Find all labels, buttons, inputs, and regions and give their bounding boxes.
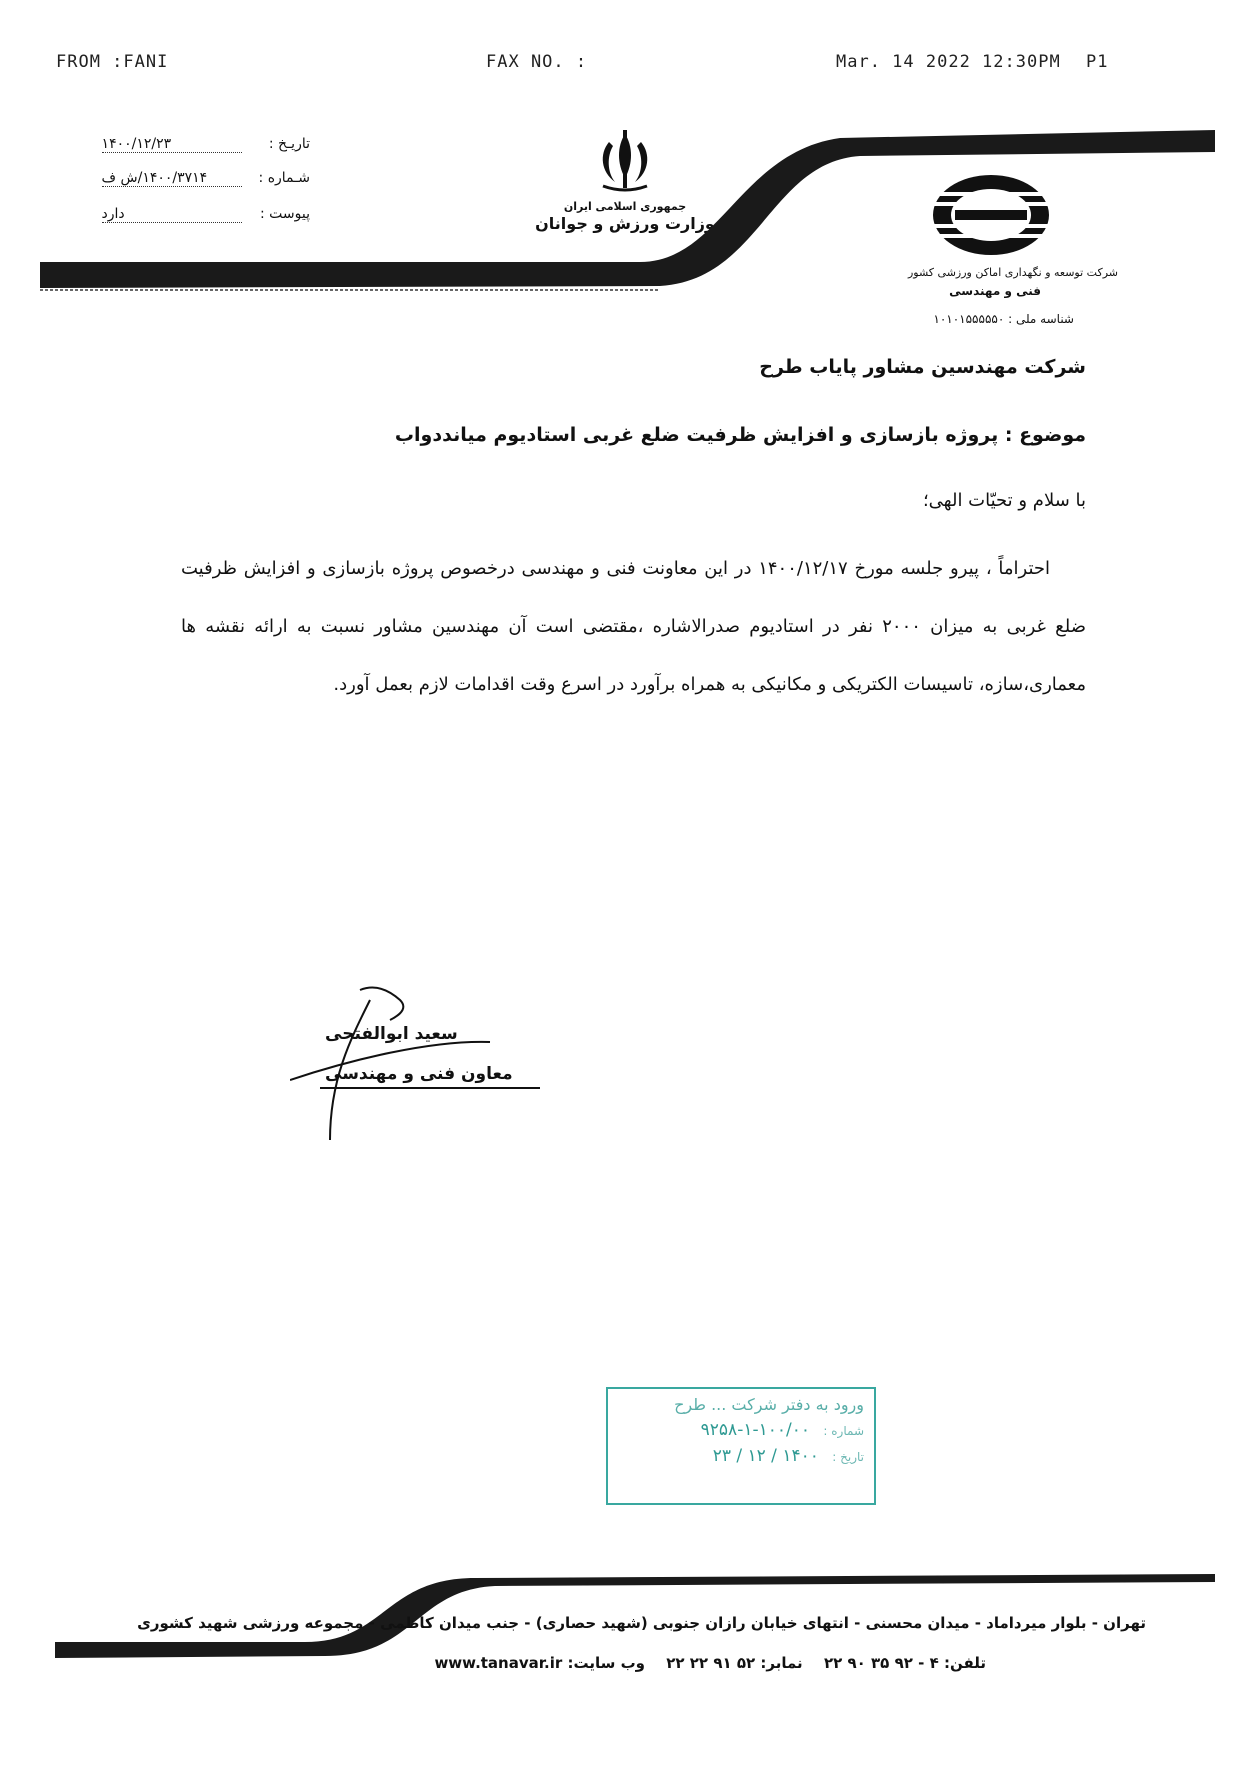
footer-website: وب سایت: www.tanavar.ir xyxy=(434,1654,645,1672)
meta-number-value: ۱۴۰۰/۳۷۱۴/ش ف xyxy=(102,170,242,187)
stamp-number-value: ۱۰۰/۰۰-۱-۹۲۵۸ xyxy=(700,1420,810,1440)
registration-stamp xyxy=(606,1387,876,1505)
stamp-title: ورود به دفتر شرکت ... طرح xyxy=(674,1395,864,1414)
company-department: فنی و مهندسی xyxy=(949,284,1041,298)
recipient: شرکت مهندسین مشاور پایاب طرح xyxy=(759,356,1086,378)
subject: موضوع : پروژه بازسازی و افزایش ظرفیت ضلع غربی استادیوم میانددواب xyxy=(394,424,1086,446)
fax-from: FROM :FANI xyxy=(56,52,169,72)
ministry-country: جمهوری اسلامی ایران xyxy=(563,200,687,213)
meta-number-label: شـماره : xyxy=(258,170,310,186)
header-swoosh-band xyxy=(40,122,1215,294)
fax-page: P1 xyxy=(1086,52,1109,72)
fax-number-label: FAX NO. : xyxy=(486,52,588,72)
meta-attachment-label: پیوست : xyxy=(260,206,310,222)
ministry-name: وزارت ورزش و جوانان xyxy=(535,214,715,233)
meta-attachment-value: دارد xyxy=(102,206,242,223)
footer-fax: نمابر: ۵۲ ۹۱ ۲۲ ۲۲ xyxy=(666,1654,803,1672)
stamp-date-label: تاریخ : xyxy=(832,1450,864,1464)
stamp-date xyxy=(618,1446,864,1466)
footer-phone: تلفن: ۴ - ۹۲ ۳۵ ۹۰ ۲۲ xyxy=(823,1654,986,1672)
fax-datetime: Mar. 14 2022 12:30PM xyxy=(836,52,1061,72)
company-name: شرکت توسعه و نگهداری اماکن ورزشی کشور xyxy=(907,266,1118,279)
stamp-date-value: ۱۴۰۰ / ۱۲ / ۲۳ xyxy=(712,1446,819,1466)
greeting: با سلام و تحیّات الهی؛ xyxy=(922,490,1086,511)
footer-contacts xyxy=(418,1654,986,1672)
signature-scribble-icon xyxy=(290,980,550,1140)
signatory-name: سعید ابوالفتحی xyxy=(325,1024,458,1044)
footer-address: تهران - بلوار میرداماد - میدان محسنی - انتهای خیابان رازان جنوبی (شهید حصاری) - جنب میدان کاظمی - مجموعه ورزشی شهید کشوری xyxy=(137,1614,1146,1632)
stamp-number-label: شماره : xyxy=(823,1424,864,1438)
meta-date-label: تاریـخ : xyxy=(268,136,310,152)
signatory-title: معاون فنی و مهندسی xyxy=(325,1064,513,1084)
meta-date-value: ۱۴۰۰/۱۲/۲۳ xyxy=(102,136,242,153)
company-national-id: شناسه ملی : ۱۰۱۰۱۵۵۵۵۵۰ xyxy=(933,312,1074,326)
stamp-number xyxy=(618,1420,864,1440)
letter-body: احتراماً ، پیرو جلسه مورخ ۱۴۰۰/۱۲/۱۷ در این معاونت فنی و مهندسی درخصوص پروژه بازسازی و افزایش ظرفیت ضلع غربی به میزان ۲۰۰۰ نفر در استادیوم صدرالاشاره ،مقتضی است آن مهندسین مشاور نسبت به ارائه نقشه ها معماری،سازه، تاسیسات الکتریکی و مکانیکی به همراه برآورد در اسرع وقت اقدامات لازم بعمل آورد. xyxy=(181,558,1086,695)
